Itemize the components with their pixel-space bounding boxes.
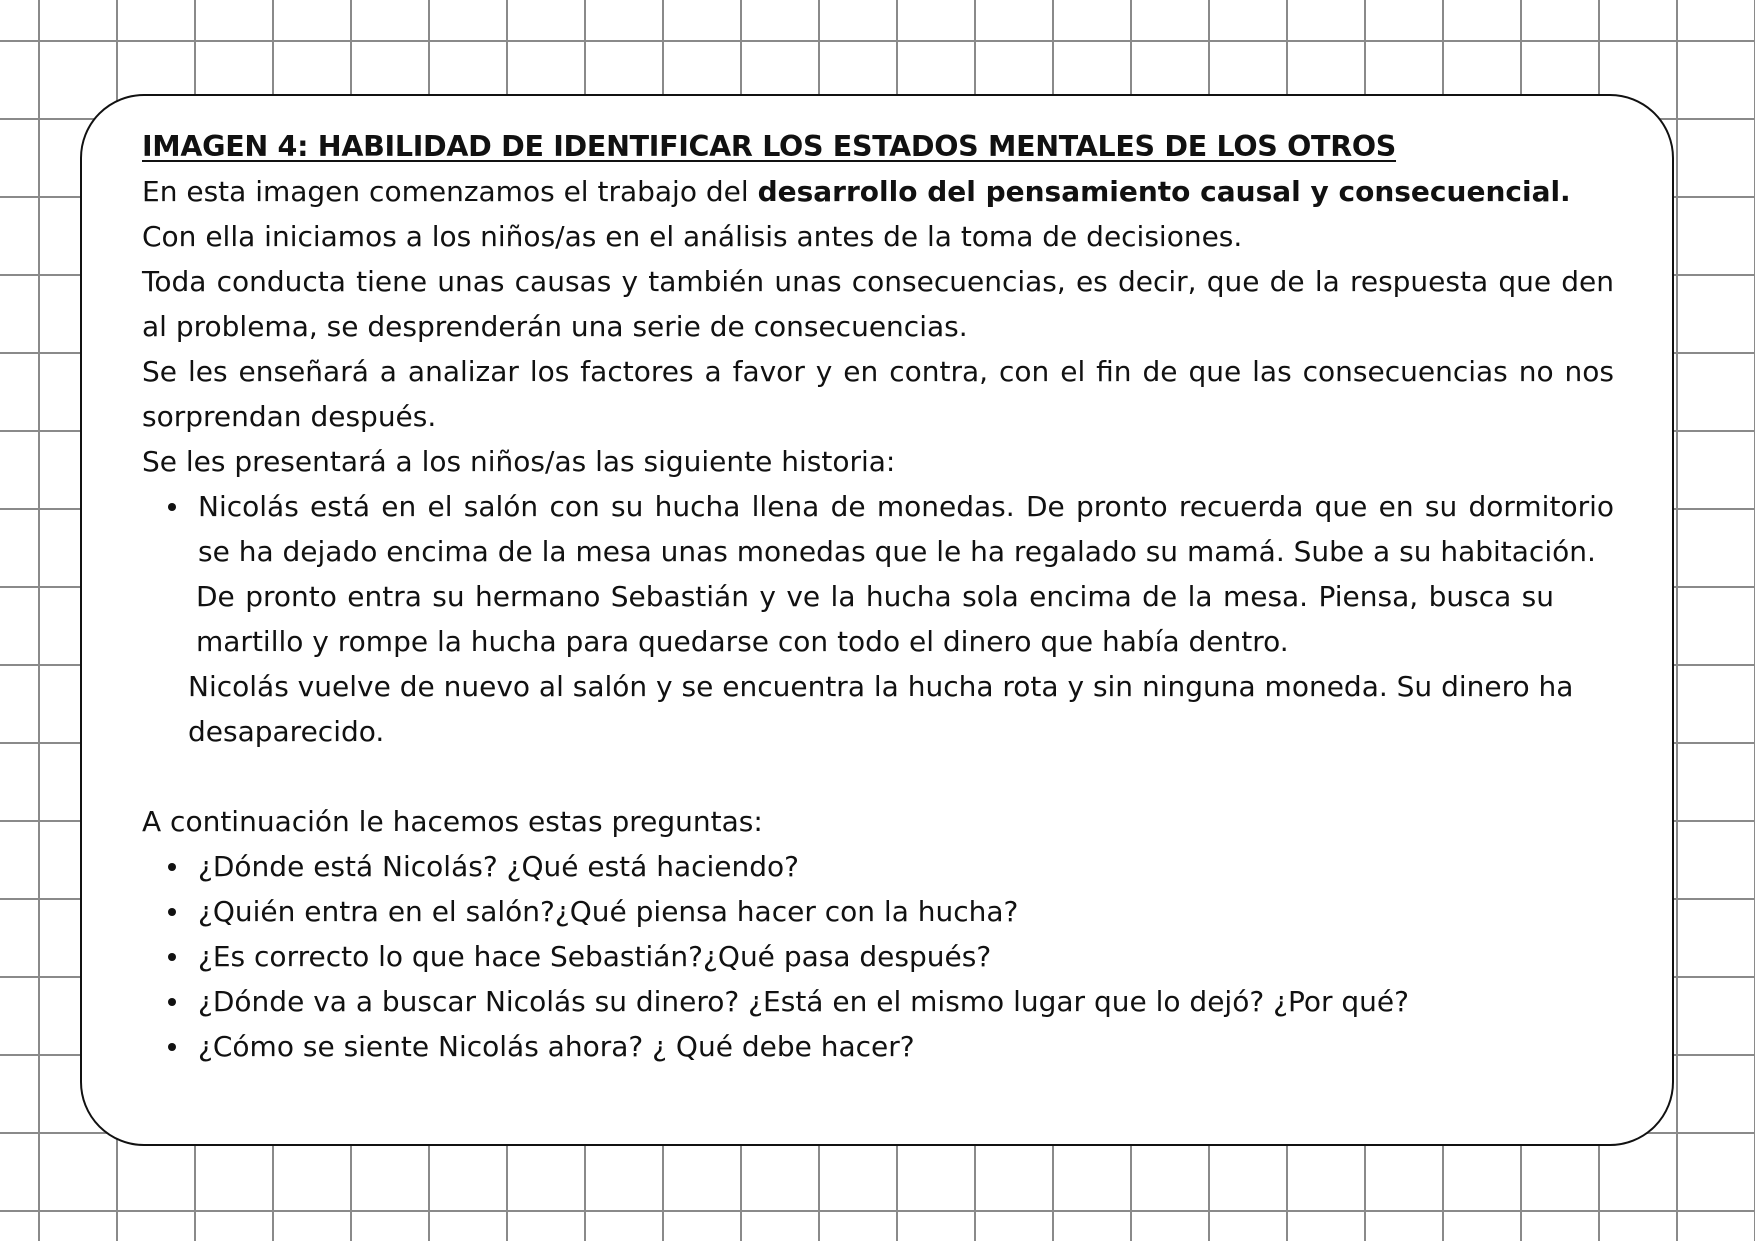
question-item: ¿Cómo se siente Nicolás ahora? ¿ Qué debe hacer? [142, 1024, 1614, 1069]
intro-bold-text: desarrollo del pensamiento causal y consecuencial. [757, 175, 1571, 208]
document-body [142, 124, 1614, 1069]
questions-intro: A continuación le hacemos estas preguntas: [142, 805, 763, 838]
question-item: ¿Quién entra en el salón?¿Qué piensa hacer con la hucha? [142, 889, 1614, 934]
story-bullet: Nicolás está en el salón con su hucha llena de monedas. De pronto recuerda que en su dormitorio se ha dejado encima de la mesa unas monedas que le ha regalado su mamá. Sube a su habitación. [142, 484, 1614, 574]
paragraph-4: Se les presentará a los niños/as las siguiente historia: [142, 445, 896, 478]
story-list [142, 484, 1614, 574]
paragraph-1: Con ella iniciamos a los niños/as en el análisis antes de la toma de decisiones. [142, 220, 1243, 253]
question-item: ¿Es correcto lo que hace Sebastián?¿Qué pasa después? [142, 934, 1614, 979]
story-continuation-2: Nicolás vuelve de nuevo al salón y se encuentra la hucha rota y sin ninguna moneda. Su dinero ha desaparecido. [188, 670, 1574, 748]
paragraph-3: Se les enseñará a analizar los factores a favor y en contra, con el fin de que las consecuencias no nos sorprendan después. [142, 355, 1614, 433]
question-item: ¿Dónde está Nicolás? ¿Qué está haciendo? [142, 844, 1614, 889]
story-continuation-1: De pronto entra su hermano Sebastián y ve la hucha sola encima de la mesa. Piensa, busca su martillo y rompe la hucha para quedarse con todo el dinero que había dentro. [196, 580, 1554, 658]
intro-paragraph [142, 169, 1614, 214]
intro-text: En esta imagen comenzamos el trabajo del [142, 175, 758, 208]
spacer [142, 754, 1614, 799]
page-title: IMAGEN 4: HABILIDAD DE IDENTIFICAR LOS ESTADOS MENTALES DE LOS OTROS [142, 130, 1397, 163]
paragraph-2: Toda conducta tiene unas causas y también unas consecuencias, es decir, que de la respuesta que den al problema, se desprenderán una serie de consecuencias. [142, 265, 1614, 343]
questions-list [142, 844, 1614, 1069]
question-item: ¿Dónde va a buscar Nicolás su dinero? ¿Está en el mismo lugar que lo dejó? ¿Por qué? [142, 979, 1614, 1024]
